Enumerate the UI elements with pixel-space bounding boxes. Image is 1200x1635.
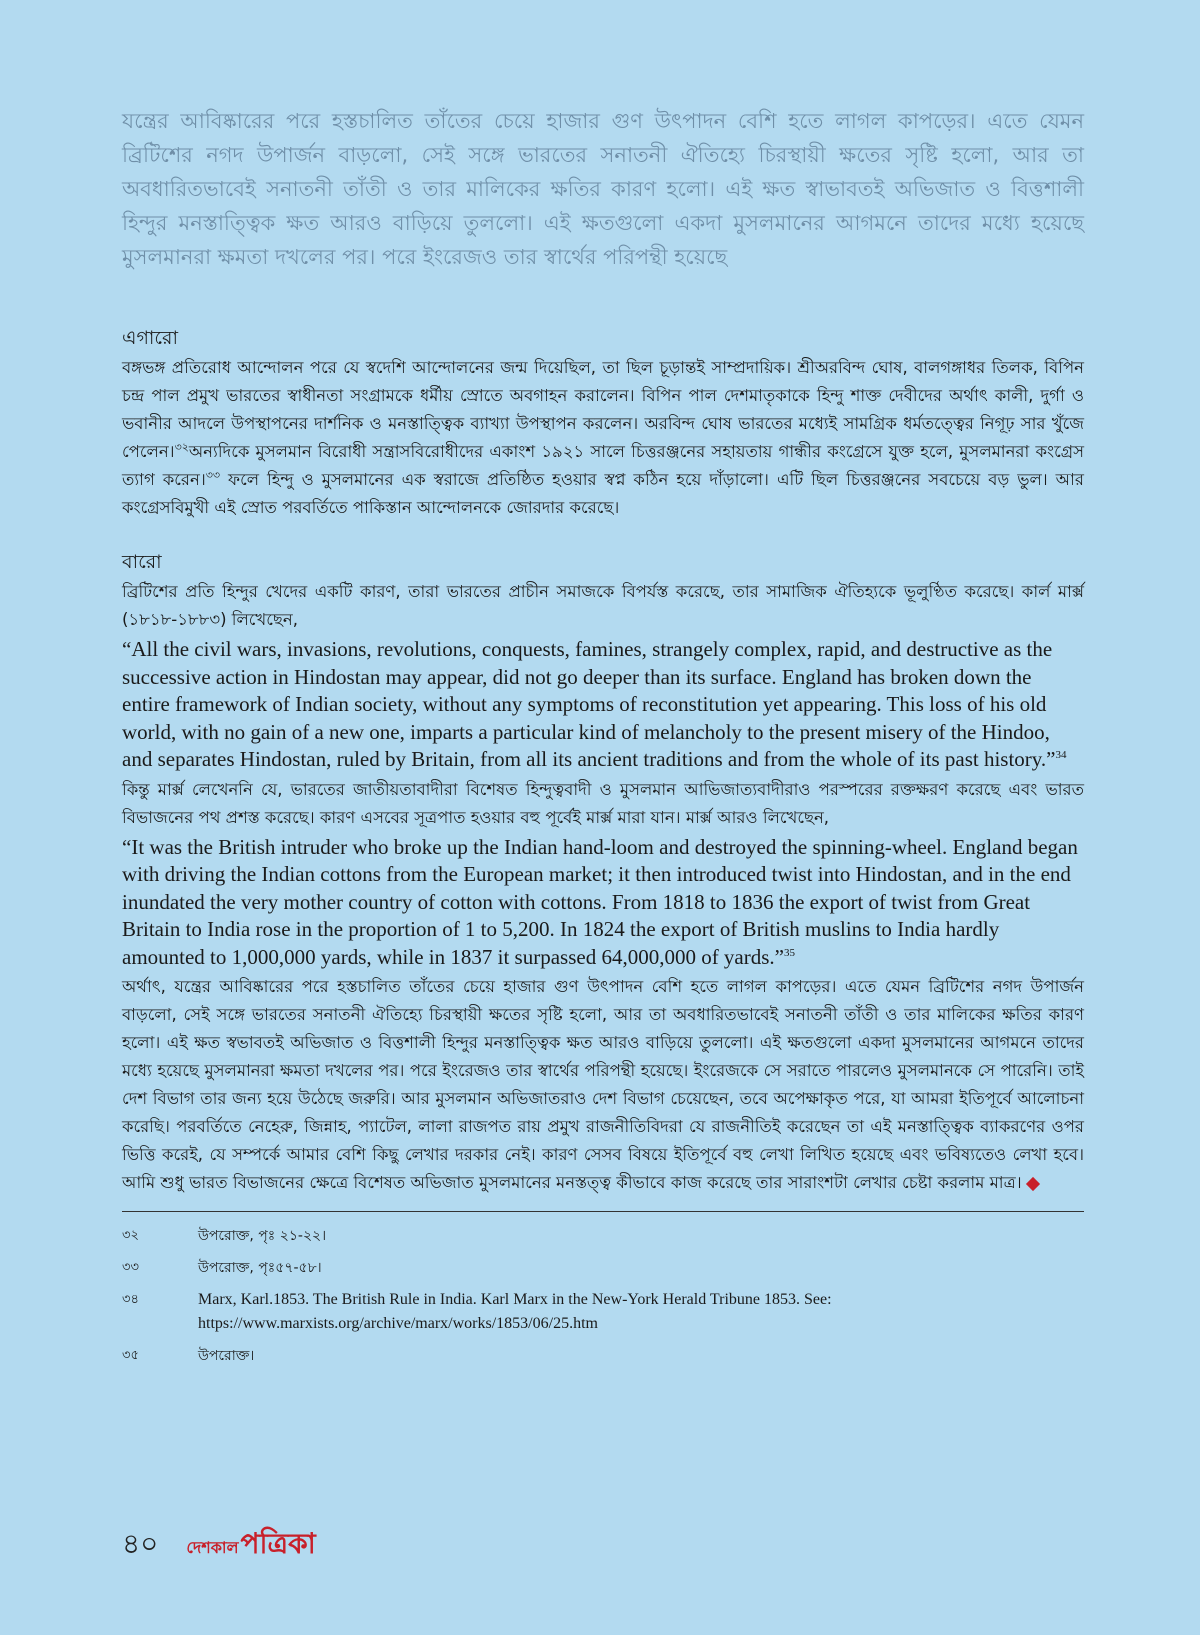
body-text: ফলে হিন্দু ও মুসলমানের এক স্বরাজে প্রতিষ্ঠিত হওয়ার স্বপ্ন কঠিন হয়ে দাঁড়ালো। এটি ছিল চিত্তরঞ্জনের সবচেয়ে বড় ভুল। আর কংগ্রেসবিমুখী এই স্রোত পরবর্তিতে পাকিস্তান আন্দোলনকে জোরদার করেছে। xyxy=(122,470,1084,517)
footnote-number: ৩৫ xyxy=(122,1348,139,1363)
footnote-number: ৩২ xyxy=(122,1228,139,1243)
section-twelve xyxy=(122,550,1084,1197)
footnote-number: ৩৪ xyxy=(122,1292,139,1307)
footnote-divider xyxy=(122,1211,1084,1212)
section-heading: বারো xyxy=(122,551,162,573)
footnote-item xyxy=(122,1256,1084,1280)
body-paragraph: ব্রিটিশের প্রতি হিন্দুর খেদের একটি কারণ, তারা ভারতের প্রাচীন সমাজকে বিপর্যস্ত করেছে, তার সামাজিক ঐতিহ্যকে ভূলুণ্ঠিত করেছে। কার্ল মার্ক্স (১৮১৮-১৮৮৩) লিখেছেন, xyxy=(122,582,1084,629)
footnote-marker[interactable]: 35 xyxy=(784,946,795,959)
end-mark-icon xyxy=(1026,1176,1040,1190)
body-paragraph xyxy=(122,973,1084,1197)
section-eleven xyxy=(122,326,1084,522)
footnote-marker[interactable]: ৩২ xyxy=(174,440,189,454)
article-page xyxy=(122,104,1084,1376)
footnote-text: উপরোক্ত, পৃঃ ২১-২২। xyxy=(198,1228,327,1244)
section-heading: এগারো xyxy=(122,327,179,349)
footnote-text[interactable]: Marx, Karl.1853. The British Rule in India. Karl Marx in the New-York Herald Tribune 1853. See: https://www.marxists.org/archive/marx/works/1853/06/25.htm xyxy=(198,1291,832,1332)
quote-text: “All the civil wars, invasions, revolutions, conquests, famines, strangely complex, rapid, and destructive as the successive action in Hindostan may appear, did not go deeper than its surface. England has broken down the entire framework of Indian society, without any symptoms of reconstitution yet appearing. This loss of his old world, with no gain of a new one, imparts a particular kind of melancholy to the present misery of the Hindoo, and separates Hindostan, ruled by Britain, from all its ancient traditions and from the whole of its past history.” xyxy=(122,637,1056,771)
body-paragraph xyxy=(122,354,1084,522)
body-paragraph: কিন্তু মার্ক্স লেখেননি যে, ভারতের জাতীয়তাবাদীরা বিশেষত হিন্দুত্ববাদী ও মুসলমান আভিজাত্যবাদীরাও পরস্পরের রক্তক্ষরণ করেছে এবং ভারত বিভাজনের পথ প্রশস্ত করেছে। কারণ এসবের সূত্রপাত হওয়ার বহু পূর্বেই মার্ক্স মারা যান। মার্ক্স আরও লিখেছেন, xyxy=(122,779,1084,827)
body-text: বঙ্গভঙ্গ প্রতিরোধ আন্দোলন পরে যে স্বদেশি আন্দোলনের জন্ম দিয়েছিল, তা ছিল চূড়ান্তই সাম্প্রদায়িক। শ্রীঅরবিন্দ ঘোষ, বালগঙ্গাধর তিলক, বিপিন চন্দ্র পাল প্রমুখ ভারতের স্বাধীনতা সংগ্রামকে ধর্মীয় স্রোতে অবগাহন করালেন। বিপিন পাল দেশমাতৃকাকে হিন্দু শাক্ত দেবীদের অর্থাৎ কালী, দুর্গা ও ভবানীর আদলে উপস্থাপনের দার্শনিক ও মনস্তাত্ত্বিক ব্যাখ্যা উপস্থাপন করলেন। অরবিন্দ ঘোষ ভারতের মধ্যেই সামগ্রিক ধর্মতত্ত্বের নিগূঢ় সার খুঁজে পেলেন। xyxy=(122,358,1084,461)
footnote-marker[interactable]: 34 xyxy=(1055,749,1067,761)
pull-quote: যন্ত্রের আবিষ্কারের পরে হস্তচালিত তাঁতের চেয়ে হাজার গুণ উৎপাদন বেশি হতে লাগল কাপড়ের। এতে যেমন ব্রিটিশের নগদ উপার্জন বাড়লো, সেই সঙ্গে ভারতের সনাতনী ঐতিহ্যে চিরস্থায়ী ক্ষতের সৃষ্টি হলো, আর তা অবধারিতভাবেই সনাতনী তাঁতী ও তার মালিকের ক্ষতির কারণ হলো। এই ক্ষত স্বাভাবতই অভিজাত ও বিত্তশালী হিন্দুর মনস্তাত্ত্বিক ক্ষত আরও বাড়িয়ে তুললো। এই ক্ষতগুলো একদা মুসলমানের আগমনে তাদের মধ্যে হয়েছে মুসলমানরা ক্ষমতা দখলের পর। পরে ইংরেজও তার স্বার্থের পরিপন্থী হয়েছে xyxy=(122,109,1084,269)
page-footer xyxy=(122,1522,316,1569)
footnote-item xyxy=(122,1344,1084,1368)
footnote-item xyxy=(122,1224,1084,1248)
block-quote xyxy=(122,636,1084,774)
footnote-text: উপরোক্ত। xyxy=(198,1348,255,1364)
quote-text: “It was the British intruder who broke up the Indian hand-loom and destroyed the spinning-wheel. England began with driving the Indian cottons from the European market; it then introduced twist into Hindostan, and in the end inundated the very mother country of cotton with cottons. From 1818 to 1836 the export of twist from Great Britain to India rose in the proportion of 1 to 5,200. In 1824 the export of British muslins to India hardly amounted to 1,000,000 yards, while in 1837 it surpassed 64,000,000 of yards.” xyxy=(122,834,1078,969)
page-number: ৪০ xyxy=(122,1527,159,1560)
logo-text-big: পত্রিকা xyxy=(240,1527,316,1560)
block-quote xyxy=(122,834,1084,972)
footnote-marker[interactable]: ৩৩ xyxy=(205,468,221,482)
body-text: অন্যদিকে মুসলমান বিরোধী সন্ত্রাসবিরোধীদের একাংশ ১৯২১ সালে চিত্তরঞ্জনের সহায়তায় গান্ধীর কংগ্রেসে যুক্ত হলে, মুসলমানরা কংগ্রেস ত্যাগ করেন। xyxy=(122,442,1084,489)
logo-text-small: দেশকাল xyxy=(186,1538,239,1557)
footnote-item xyxy=(122,1288,1084,1336)
footnote-text: উপরোক্ত, পৃঃ৫৭-৫৮। xyxy=(198,1260,322,1276)
magazine-logo xyxy=(186,1522,315,1569)
footnote-number: ৩৩ xyxy=(122,1260,139,1275)
footnotes xyxy=(122,1224,1084,1368)
body-text: অর্থাৎ, যন্ত্রের আবিষ্কারের পরে হস্তচালিত তাঁতের চেয়ে হাজার গুণ উৎপাদন বেশি হতে লাগল কাপড়ের। এতে যেমন ব্রিটিশের নগদ উপার্জন বাড়লো, সেই সঙ্গে ভারতের সনাতনী ঐতিহ্যে চিরস্থায়ী ক্ষতের সৃষ্টি হলো, আর তা অবধারিতভাবেই সনাতনী তাঁতী ও তার মালিকের ক্ষতির কারণ হলো। এই ক্ষত স্বভাবতই অভিজাত ও বিত্তশালী হিন্দুর মনস্তাত্ত্বিক ক্ষত আরও বাড়িয়ে তুললো। এই ক্ষতগুলো একদা মুসলমানের আগমনে তাদের মধ্যে হয়েছে মুসলমানরা ক্ষমতা দখলের পর। পরে ইংরেজও তার স্বার্থের পরিপন্থী হয়েছে। ইংরেজকে সে সরাতে পারলেও মুসলমানকে সে পারেনি। তাই দেশ বিভাগ তার জন্য হয়ে উঠেছে জরুরি। আর মুসলমান অভিজাতরাও দেশ বিভাগ চেয়েছেন, তবে অপেক্ষাকৃত পরে, যা আমরা ইতিপূর্বে আলোচনা করেছি। পরবর্তিতে নেহেরু, জিন্নাহ, প্যাটেল, লালা রাজপত রায় প্রমুখ রাজনীতিবিদরা যে রাজনীতিই করেছেন তা এই মনস্তাত্ত্বিক ব্যাকরণের ওপর ভিত্তি করেই, যে সম্পর্কে আমার বেশি কিছু লেখার দরকার নেই। কারণ সেসব বিষয়ে ইতিপূর্বে বহু লেখা লিখিত হয়েছে এবং ভবিষ্যতেও লেখা হবে। আমি শুধু ভারত বিভাজনের ক্ষেত্রে বিশেষত অভিজাত মুসলমানের মনস্তত্ত্ব কীভাবে কাজ করেছে তার সারাংশটা লেখার চেষ্টা করলাম মাত্র। xyxy=(122,977,1084,1192)
